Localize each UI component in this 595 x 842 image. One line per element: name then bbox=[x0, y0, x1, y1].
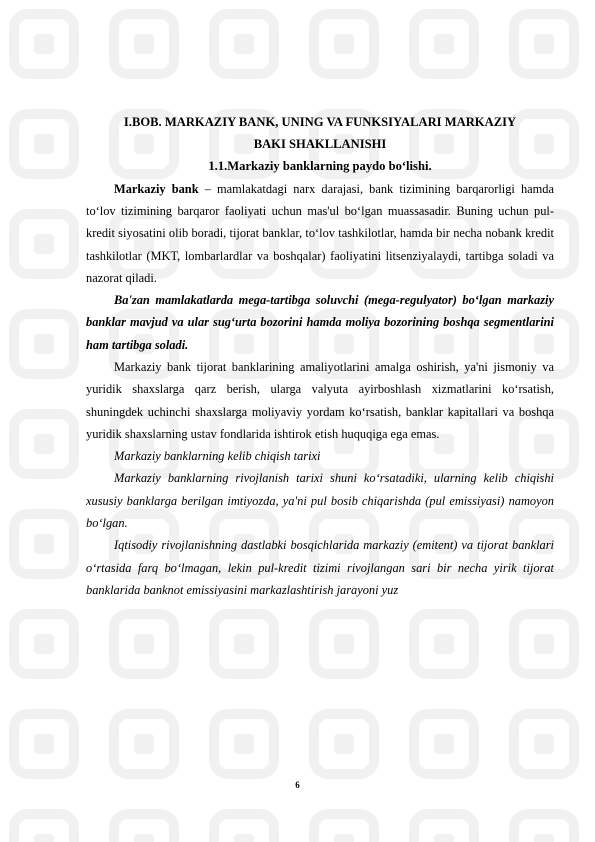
paragraph-definition bbox=[86, 178, 554, 289]
chapter-title-line-1: I.BOB. MARKAZIY BANK, UNING VA FUNKSIYALARI MARKAZIY bbox=[123, 115, 517, 129]
chapter-title bbox=[86, 111, 554, 155]
term-markaziy-bank: Markaziy bank bbox=[114, 181, 199, 196]
document-page bbox=[86, 111, 554, 601]
paragraph-history-development: Iqtisodiy rivojlanishning dastlabki bosqichlarida markaziy (emitent) va tijorat banklari o‘rtasida farq bo‘lmagan, lekin pul-kredit tizimi rivojlangan sari bir necha yirik tijorat banklarida banknot emissiyasini markazlashtirish jarayoni yuz bbox=[86, 538, 554, 597]
section-heading: 1.1.Markaziy banklarning paydo bo‘lishi. bbox=[208, 159, 432, 174]
subheading-history: Markaziy banklarning kelib chiqish tarixi bbox=[114, 449, 321, 464]
definition-text: – mamlakatdagi narx darajasi, bank tizimining barqarorligi hamda to‘lov tizimining barqaror faoliyati uchun mas'ul bo‘lgan muassasadir. Buning uchun pul-kredit siyosatini olib boradi, tijorat banklar, to‘lov tashkilotlar, hamda bir necha nobank kredit tashkilotlar (MKT, lombarlardlar va boshqalar) faoliyatini litsenziyalaydi, tartibga soladi va nazorat qiladi. bbox=[86, 181, 554, 285]
paragraph-history-origin: Markaziy banklarning rivojlanish tarixi shuni ko‘rsatadiki, ularning kelib chiqishi xususiy banklarga berilgan imtiyozda, ya'ni pul bosib chiqarishda (pul emissiyasi) namoyon bo‘lgan. bbox=[86, 471, 554, 531]
paragraph-mega-regulator: Ba'zan mamlakatlarda mega-tartibga soluvchi (mega-regulyator) bo‘lgan markaziy banklar mavjud va ular sug‘urta bozorini hamda moliya bozorining boshqa segmentlarini ham tartibga soladi. bbox=[86, 293, 554, 352]
chapter-title-line-2: BAKI SHAKLLANISHI bbox=[253, 137, 387, 152]
paragraph-restrictions: Markaziy bank tijorat banklarining amaliyotlarini amalga oshirish, ya'ni jismoniy va yuridik shaxslarga qarz berish, ularga valyuta ayirboshlash xizmatlarini ko‘rsatish, shuningdek uchinchi shaxslarga moliyaviy yordam ko‘rsatish, banklar kapitallari va boshqa yuridik shaxslarning ustav fondlarida ishtirok etish huquqiga ega emas. bbox=[86, 359, 554, 441]
page-number: 6 bbox=[295, 780, 300, 790]
